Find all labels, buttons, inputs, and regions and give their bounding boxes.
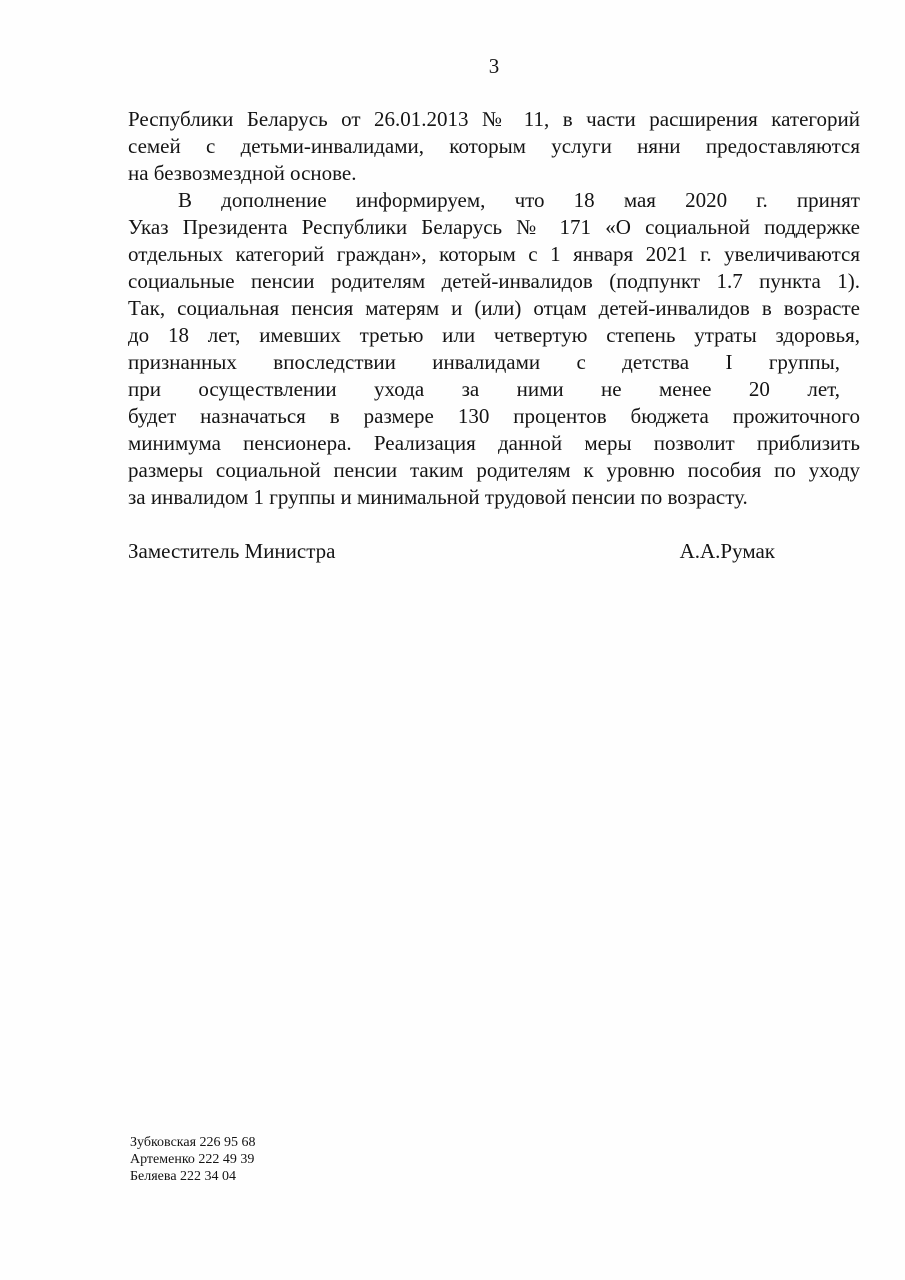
body-line: до 18 лет, имевших третью или четвертую степень утраты здоровья, bbox=[128, 323, 860, 347]
body-line: Указ Президента Республики Беларусь № 171 «О социальной поддержке bbox=[128, 215, 860, 239]
letter-body bbox=[128, 106, 860, 511]
page-number: 3 bbox=[488, 54, 500, 78]
signer-title: Заместитель Министра bbox=[128, 539, 336, 563]
body-line: размеры социальной пенсии таким родителям к уровню пособия по уходу bbox=[128, 458, 860, 482]
body-line: будет назначаться в размере 130 процентов бюджета прожиточного bbox=[128, 404, 860, 428]
body-line: социальные пенсии родителям детей-инвалидов (подпункт 1.7 пункта 1). bbox=[128, 269, 860, 293]
body-line: признанных впоследствии инвалидами с детства I группы, bbox=[128, 350, 840, 374]
signer-name: А.А.Румак bbox=[679, 539, 775, 563]
body-line: В дополнение информируем, что 18 мая 2020 г. принят bbox=[178, 188, 860, 212]
footer-contacts bbox=[130, 1134, 256, 1185]
body-line: минимума пенсионера. Реализация данной меры позволит приблизить bbox=[128, 431, 860, 455]
body-line: на безвозмездной основе. bbox=[128, 161, 357, 185]
body-line: при осуществлении ухода за ними не менее 20 лет, bbox=[128, 377, 840, 401]
contact-line: Зубковская 226 95 68 bbox=[130, 1135, 256, 1150]
body-line: отдельных категорий граждан», которым с 1 января 2021 г. увеличиваются bbox=[128, 242, 860, 266]
contact-line: Артеменко 222 49 39 bbox=[130, 1152, 255, 1167]
signature-row bbox=[128, 538, 775, 565]
body-line: за инвалидом 1 группы и минимальной трудовой пенсии по возрасту. bbox=[128, 485, 748, 509]
body-line: семей с детьми-инвалидами, которым услуги няни предоставляются bbox=[128, 134, 860, 158]
body-line: Республики Беларусь от 26.01.2013 № 11, в части расширения категорий bbox=[128, 107, 860, 131]
body-line: Так, социальная пенсия матерям и (или) отцам детей-инвалидов в возрасте bbox=[128, 296, 860, 320]
contact-line: Беляева 222 34 04 bbox=[130, 1169, 237, 1184]
